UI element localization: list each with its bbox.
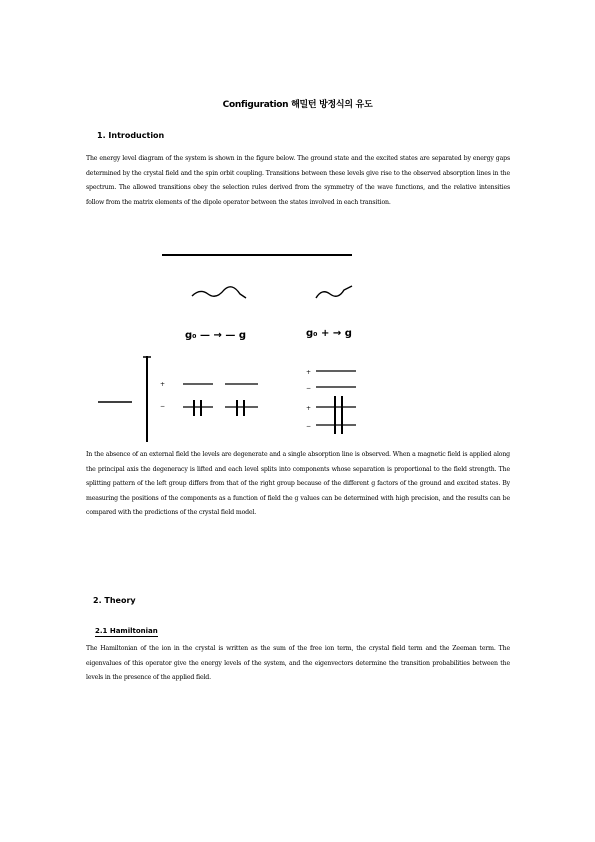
paragraph-hamiltonian: The Hamiltonian of the ion in the crystal is written as the sum of the free ion term, the crystal field term and the Zeeman term. The eigenvalues of this operator give the energy levels of the system, and the eigenvectors determine the transition probabilities between the levels in the presence of the applied field. bbox=[86, 645, 510, 682]
section-heading-theory: 2. Theory bbox=[93, 596, 136, 605]
right-marker-3: + bbox=[306, 405, 312, 412]
right-marker-1: + bbox=[306, 369, 312, 376]
subsection-heading-hamiltonian: 2.1 Hamiltonian bbox=[95, 627, 158, 635]
section-heading-introduction: 1. Introduction bbox=[97, 131, 165, 140]
left-marker-bottom: − bbox=[160, 403, 166, 410]
right-marker-4: − bbox=[306, 423, 312, 430]
right-group-label: g₀ + → g bbox=[306, 328, 352, 339]
paragraph-field-splitting: In the absence of an external field the levels are degenerate and a single absorption line is observed. When a magnetic field is applied along the principal axis the degeneracy is lifted and each level splits into components whose separation is proportional to the field strength. The splitting pattern of the left group differs from that of the right group because of the different g factors of the ground and excited states. By measuring the positions of the components as a function of field the g values can be determined with high precision, and the results can be compared with the predictions of the crystal field model. bbox=[86, 451, 510, 517]
left-group-label: g₀ — → — g bbox=[185, 330, 247, 341]
left-wave-mark bbox=[192, 287, 246, 298]
figure-caption-rule bbox=[162, 248, 352, 256]
left-marker-top: + bbox=[160, 381, 166, 388]
paragraph-intro: The energy level diagram of the system is shown in the figure below. The ground state and the excited states are separated by energy gaps determined by the crystal field and the spin orbit coupling. Transitions between these levels give rise to the observed absorption lines in the spectrum. The allowed transitions obey the selection rules derived from the symmetry of the wave functions, and the relative intensities follow from the matrix elements of the dipole operator between the states involved in each transition. bbox=[86, 155, 510, 206]
right-wave-mark bbox=[316, 286, 352, 298]
document-title: Configuration 해밀턴 방정식의 유도 bbox=[222, 100, 373, 110]
right-marker-2: − bbox=[306, 385, 312, 392]
